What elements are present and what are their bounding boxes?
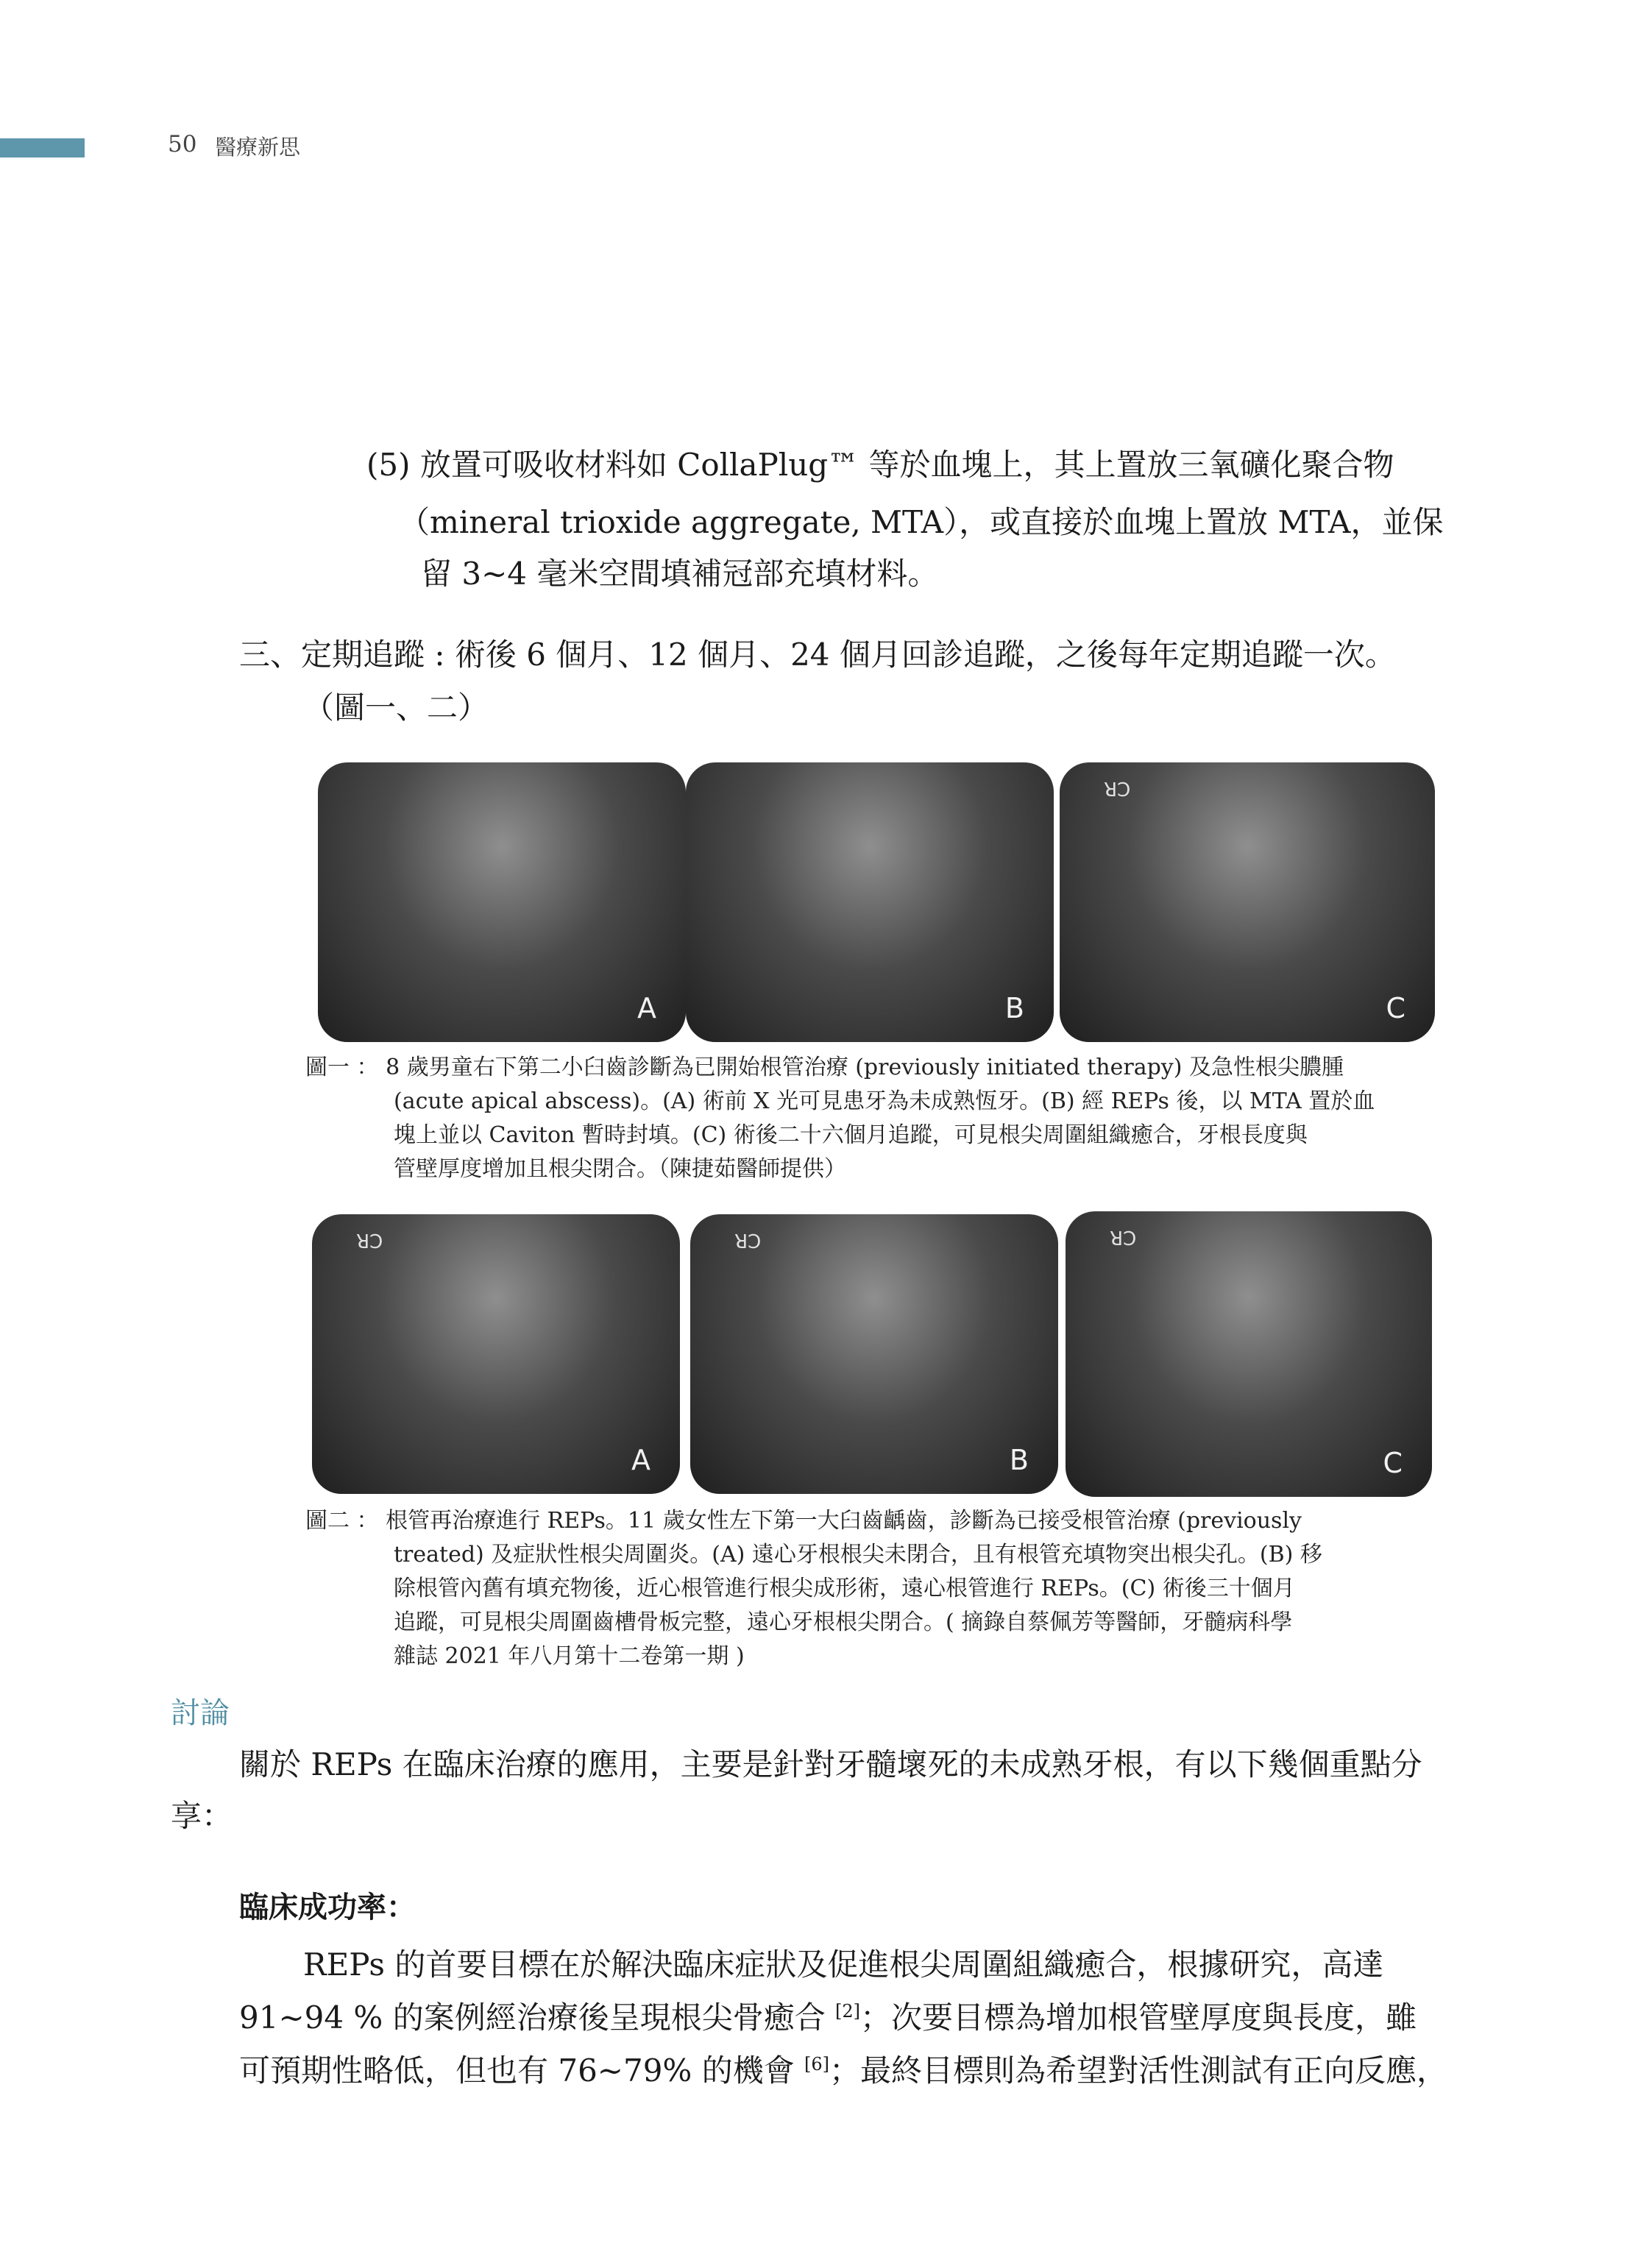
figure2-panel-marker: CR bbox=[734, 1229, 762, 1251]
figure2-caption-line4: 追蹤，可見根尖周圍齒槽骨板完整，遠心牙根根尖閉合。( 摘錄自蔡佩芳等醫師，牙髓病科學 bbox=[394, 1609, 1293, 1635]
clinical-line1: REPs 的首要目標在於解決臨床症狀及促進根尖周圍組織癒合，根據研究，高達 bbox=[303, 1946, 1384, 1983]
figure2-panel-letter: B bbox=[1009, 1444, 1029, 1476]
clinical-heading: 臨床成功率： bbox=[239, 1891, 416, 1924]
figure2-caption-line3: 除根管內舊有填充物後，近心根管進行根尖成形術，遠心根管進行 REPs。(C) 術後三十個月 bbox=[394, 1576, 1295, 1601]
figure1-caption-line2: (acute apical abscess)。(A) 術前 X 光可見患牙為未成熟恆牙。(B) 經 REPs 後，以 MTA 置於血 bbox=[394, 1088, 1375, 1114]
figure1-panel-letter: B bbox=[1004, 992, 1024, 1024]
followup-line2: （圖一、二） bbox=[303, 690, 489, 726]
journal-title: 醫療新思 bbox=[215, 135, 301, 160]
page-number: 50 bbox=[168, 131, 197, 157]
figure1-xray-a bbox=[318, 762, 686, 1042]
header-accent-bar bbox=[0, 138, 85, 157]
discussion-para-line2: 享： bbox=[171, 1798, 233, 1834]
figure2-panel-marker: CR bbox=[1110, 1226, 1137, 1248]
figure2-panel-letter: A bbox=[631, 1444, 650, 1476]
figure2-xray-c bbox=[1066, 1211, 1432, 1497]
clinical-line2-text-a: 91~94 % 的案例經治療後呈現根尖骨癒合 bbox=[239, 1999, 836, 2036]
item5-line1: (5) 放置可吸收材料如 CollaPlug™ 等於血塊上，其上置放三氧礦化聚合物 bbox=[366, 447, 1394, 483]
clinical-line2 bbox=[239, 1994, 1417, 2041]
figure2-xray-a bbox=[312, 1214, 680, 1494]
citation-ref-6[interactable]: [6] bbox=[804, 2054, 830, 2075]
clinical-line3 bbox=[239, 2047, 1447, 2094]
figure1-caption-line3: 塊上並以 Caviton 暫時封填。(C) 術後二十六個月追蹤，可見根尖周圍組織癒合，牙根長度與 bbox=[394, 1122, 1308, 1148]
citation-ref-2[interactable]: [2] bbox=[835, 2001, 861, 2022]
figure2-caption-line5: 雜誌 2021 年八月第十二卷第一期 ) bbox=[394, 1643, 745, 1669]
figure1-panel-marker: CR bbox=[1104, 777, 1131, 799]
followup-line1: 三、定期追蹤 : 術後 6 個月、12 個月、24 個月回診追蹤，之後每年定期追蹤一次。 bbox=[239, 637, 1396, 673]
figure1-xray-c bbox=[1060, 762, 1435, 1042]
figure1-xray-b bbox=[686, 762, 1054, 1042]
discussion-para-line1: 關於 REPs 在臨床治療的應用，主要是針對牙髓壞死的未成熟牙根，有以下幾個重點分 bbox=[239, 1746, 1422, 1782]
figure1-panel-letter: C bbox=[1386, 992, 1405, 1024]
figure2-xray-b bbox=[690, 1214, 1058, 1494]
clinical-line2-text-b: ；次要目標為增加根管壁厚度與長度，雖 bbox=[860, 1999, 1417, 2036]
clinical-line3-text-a: 可預期性略低，但也有 76~79% 的機會 bbox=[239, 2052, 805, 2089]
item5-line2: （mineral trioxide aggregate, MTA），或直接於血塊上置放 MTA，並保 bbox=[399, 504, 1444, 540]
figure1-panel-letter: A bbox=[637, 992, 656, 1024]
figure2-caption-line1: 圖二 ： 根管再治療進行 REPs。11 歲女性左下第一大臼齒齲齒，診斷為已接受根管治療 (previously bbox=[305, 1508, 1302, 1534]
figure2-panel-letter: C bbox=[1383, 1447, 1403, 1479]
discussion-heading: 討論 bbox=[171, 1696, 230, 1730]
item5-line3: 留 3~4 毫米空間填補冠部充填材料。 bbox=[421, 556, 939, 592]
figure1-caption-line4: 管壁厚度增加且根尖閉合。（陳捷茹醫師提供） bbox=[394, 1156, 846, 1182]
figure1-caption-line1: 圖一 ： 8 歲男童右下第二小臼齒診斷為已開始根管治療 (previously initiated therapy) 及急性根尖膿腫 bbox=[305, 1055, 1344, 1080]
figure2-caption-line2: treated) 及症狀性根尖周圍炎。(A) 遠心牙根根尖未閉合，且有根管充填物突出根尖孔。(B) 移 bbox=[394, 1542, 1322, 1568]
clinical-line3-text-b: ；最終目標則為希望對活性測試有正向反應， bbox=[829, 2052, 1448, 2089]
figure2-panel-marker: CR bbox=[356, 1229, 383, 1251]
